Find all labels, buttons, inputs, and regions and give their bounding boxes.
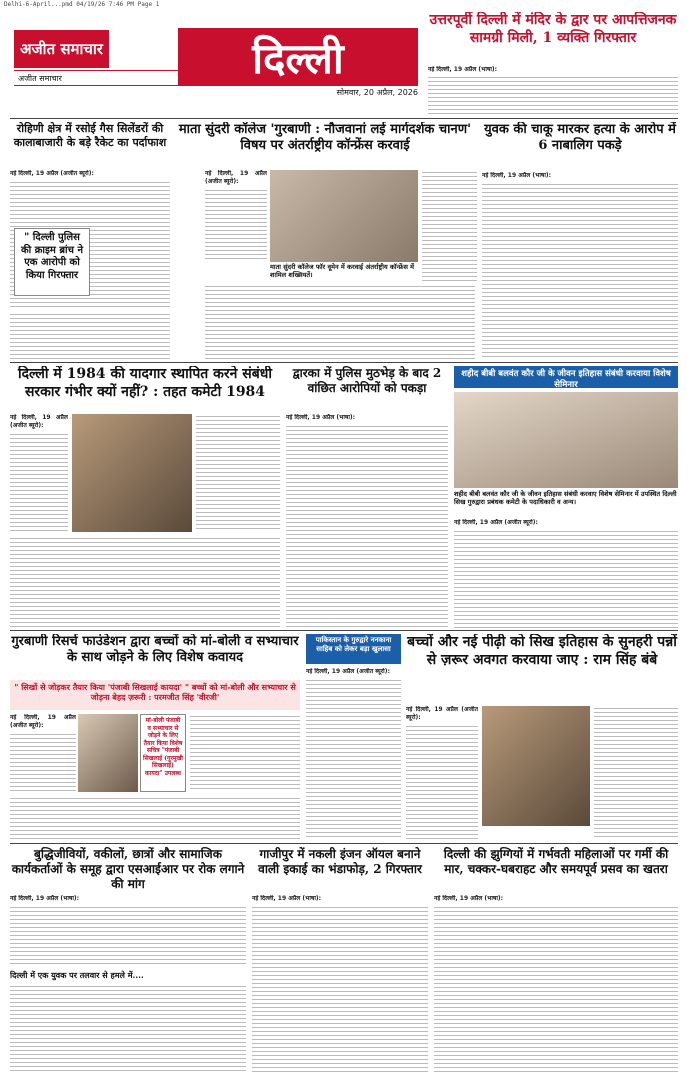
story3-body-right xyxy=(422,170,477,282)
story9-body xyxy=(306,678,401,840)
story8-inset: मां-बोली पंजाबी व सभ्याचार से जोड़ने के लिए तैयार किया विशेष सचित्र "पंजाबी सिखलाई (गुरमुखी सिखलाई) कायदा" उपलब्ध xyxy=(140,714,186,792)
story3-body xyxy=(205,284,475,360)
divider xyxy=(10,362,678,363)
story5-photo xyxy=(72,414,192,532)
brand-sub-label: अजीत समाचार xyxy=(14,70,254,86)
story7-body xyxy=(454,529,678,628)
story12-body xyxy=(252,905,428,1074)
story2-headline: रोहिणी क्षेत्र में रसोई गैस सिलेंडरों की कालाबाजारी के बड़े रैकेट का पर्दाफाश xyxy=(13,122,167,149)
story1-body xyxy=(428,75,678,115)
divider xyxy=(10,118,678,119)
story8-dateline: नई दिल्ली, 19 अप्रैल (अजीत ब्यूरो): xyxy=(10,714,76,729)
story2-dateline: नई दिल्ली, 19 अप्रैल (अजीत ब्यूरो): xyxy=(10,170,94,177)
story11-headline: बुद्धिजीवियों, वकीलों, छात्रों और सामाजिक कार्यकर्ताओं के समूह द्वारा एसआईआर पर रोक लगाने की मांग xyxy=(11,847,245,891)
story2-pullquote: " दिल्ली पुलिस की क्राइम ब्रांच ने एक आरोपी को किया गिरफ्तार xyxy=(14,228,90,296)
story8-body xyxy=(10,796,300,840)
story12-dateline: नई दिल्ली, 19 अप्रैल (भाषा): xyxy=(252,895,322,902)
brand-label: अजीत समाचार xyxy=(14,30,109,68)
story6-body xyxy=(286,424,448,628)
divider xyxy=(10,843,678,844)
story5-dateline: नई दिल्ली, 19 अप्रैल (अजीत ब्यूरो): xyxy=(10,414,68,429)
story3-photo xyxy=(270,170,418,262)
story5-headline: दिल्ली में 1984 की यादगार स्थापित करने संबंधी सरकार गंभीर क्यों नहीं? : तहत कमेटी 1984 xyxy=(18,366,272,400)
story5-body-right xyxy=(196,414,280,532)
story9-dateline: नई दिल्ली, 19 अप्रैल (अजीत ब्यूरो): xyxy=(306,668,390,675)
story4-body xyxy=(482,182,678,360)
print-slug: Delhi-6-April...pmd 04/19/26 7:46 PM Page 1 xyxy=(4,1,160,8)
story12-headline: गाजीपुर में नकली इंजन ऑयल बनाने वाली इकाई का भंडाफोड़, 2 गिरफ्तार xyxy=(258,847,422,876)
story1-dateline: नई दिल्ली, 19 अप्रैल (भाषा): xyxy=(428,66,498,73)
story10-photo xyxy=(482,706,590,826)
story8-banner: " सिखों से जोड़कर तैयार किया 'पंजाबी सिखलाई कायदा' " बच्चों को मां-बोली और सभ्याचार से जोड़ना बेहद ज़रूरी : परमजीत सिंह 'वीरजी' xyxy=(10,680,300,710)
story10-body-left xyxy=(406,724,478,840)
story3-body-left xyxy=(205,188,267,260)
story7-headline: शहीद बीबी बलवंत कौर जी के जीवन इतिहास संबंधी करवाया विशेष सेमिनार xyxy=(454,366,678,388)
story13-headline: दिल्ली की झुग्गियों में गर्भवती महिलाओं पर गर्मी की मार, चक्कर-घबराहट और समयपूर्व प्रसव का खतरा xyxy=(443,847,669,876)
story3-dateline: नई दिल्ली, 19 अप्रैल (अजीत ब्यूरो): xyxy=(205,170,267,185)
story13-body xyxy=(434,905,678,1074)
story7-caption: शहीद बीबी बलवंत कौर जी के जीवन इतिहास संबंधी करवाए विशेष सेमिनार में उपस्थित दिल्ली सिख गुरुद्वारा प्रबंधक कमेटी के पदाधिकारी व अन्य। xyxy=(454,490,677,506)
story8-photo xyxy=(78,714,138,792)
story4-headline: युवक की चाकू मारकर हत्या के आरोप में 6 नाबालिग पकड़े xyxy=(484,122,676,154)
story6-headline: द्वारका में पुलिस मुठभेड़ के बाद 2 वांछित आरोपियों को पकड़ा xyxy=(292,366,442,395)
story8-body-right xyxy=(190,714,300,792)
story1-headline: उत्तरपूर्वी दिल्ली में मंदिर के द्वार पर आपत्तिजनक सामग्री मिली, 1 व्यक्ति गिरफ्तार xyxy=(429,12,677,46)
story8-body-left xyxy=(10,732,76,792)
story13-dateline: नई दिल्ली, 19 अप्रैल (भाषा): xyxy=(434,895,504,902)
story10-headline: बच्चों और नई पीढ़ी को सिख इतिहास के सुनहरी पन्नों से ज़रूर अवगत करवाया जाए : राम सिंह बंबे xyxy=(407,634,677,668)
story3-caption: माता सुंदरी कॉलेज फॉर वूमेन में करवाई अंतर्राष्ट्रीय कॉन्फ्रेंस में शामिल शख्सियतें। xyxy=(270,263,415,279)
divider xyxy=(10,630,678,631)
story11-dateline: नई दिल्ली, 19 अप्रैल (भाषा): xyxy=(10,895,80,902)
edition-date: सोमवार, 20 अप्रैल, 2026 xyxy=(178,86,418,100)
story9-headline: पाकिस्तान के गुरुद्वारे ननकाना साहिब को लेकर बड़ा खुलासा xyxy=(306,634,401,664)
story3-headline: माता सुंदरी कॉलेज 'गुरबाणी : नौजवानां लई मार्गदर्शक चानण' विषय पर अंतर्राष्ट्रीय कॉन्फ्रेंस करवाई xyxy=(178,122,472,154)
story7-photo xyxy=(454,392,678,488)
story4-dateline: नई दिल्ली, 19 अप्रैल (भाषा): xyxy=(482,172,552,179)
story5-body xyxy=(10,536,280,628)
story11-subhead: दिल्ली में एक युवक पर तलवार से हमले में.... xyxy=(10,970,144,980)
story10-body-right xyxy=(594,706,678,840)
story7-dateline: नई दिल्ली, 19 अप्रैल (अजीत ब्यूरो): xyxy=(454,519,538,526)
story8-headline: गुरबाणी रिसर्च फाउंडेशन द्वारा बच्चों को मां-बोली व सभ्याचार के साथ जोड़ने के लिए विशेष कवायद xyxy=(11,634,299,666)
story6-dateline: नई दिल्ली, 19 अप्रैल (भाषा): xyxy=(286,414,356,421)
story11-body-2 xyxy=(10,984,246,1074)
story5-body-left xyxy=(10,432,68,532)
story10-dateline: नई दिल्ली, 19 अप्रैल (अजीत ब्यूरो): xyxy=(406,706,478,721)
story2-body-2 xyxy=(10,312,170,360)
masthead-title: दिल्ली xyxy=(178,28,418,86)
story11-body xyxy=(10,905,246,967)
